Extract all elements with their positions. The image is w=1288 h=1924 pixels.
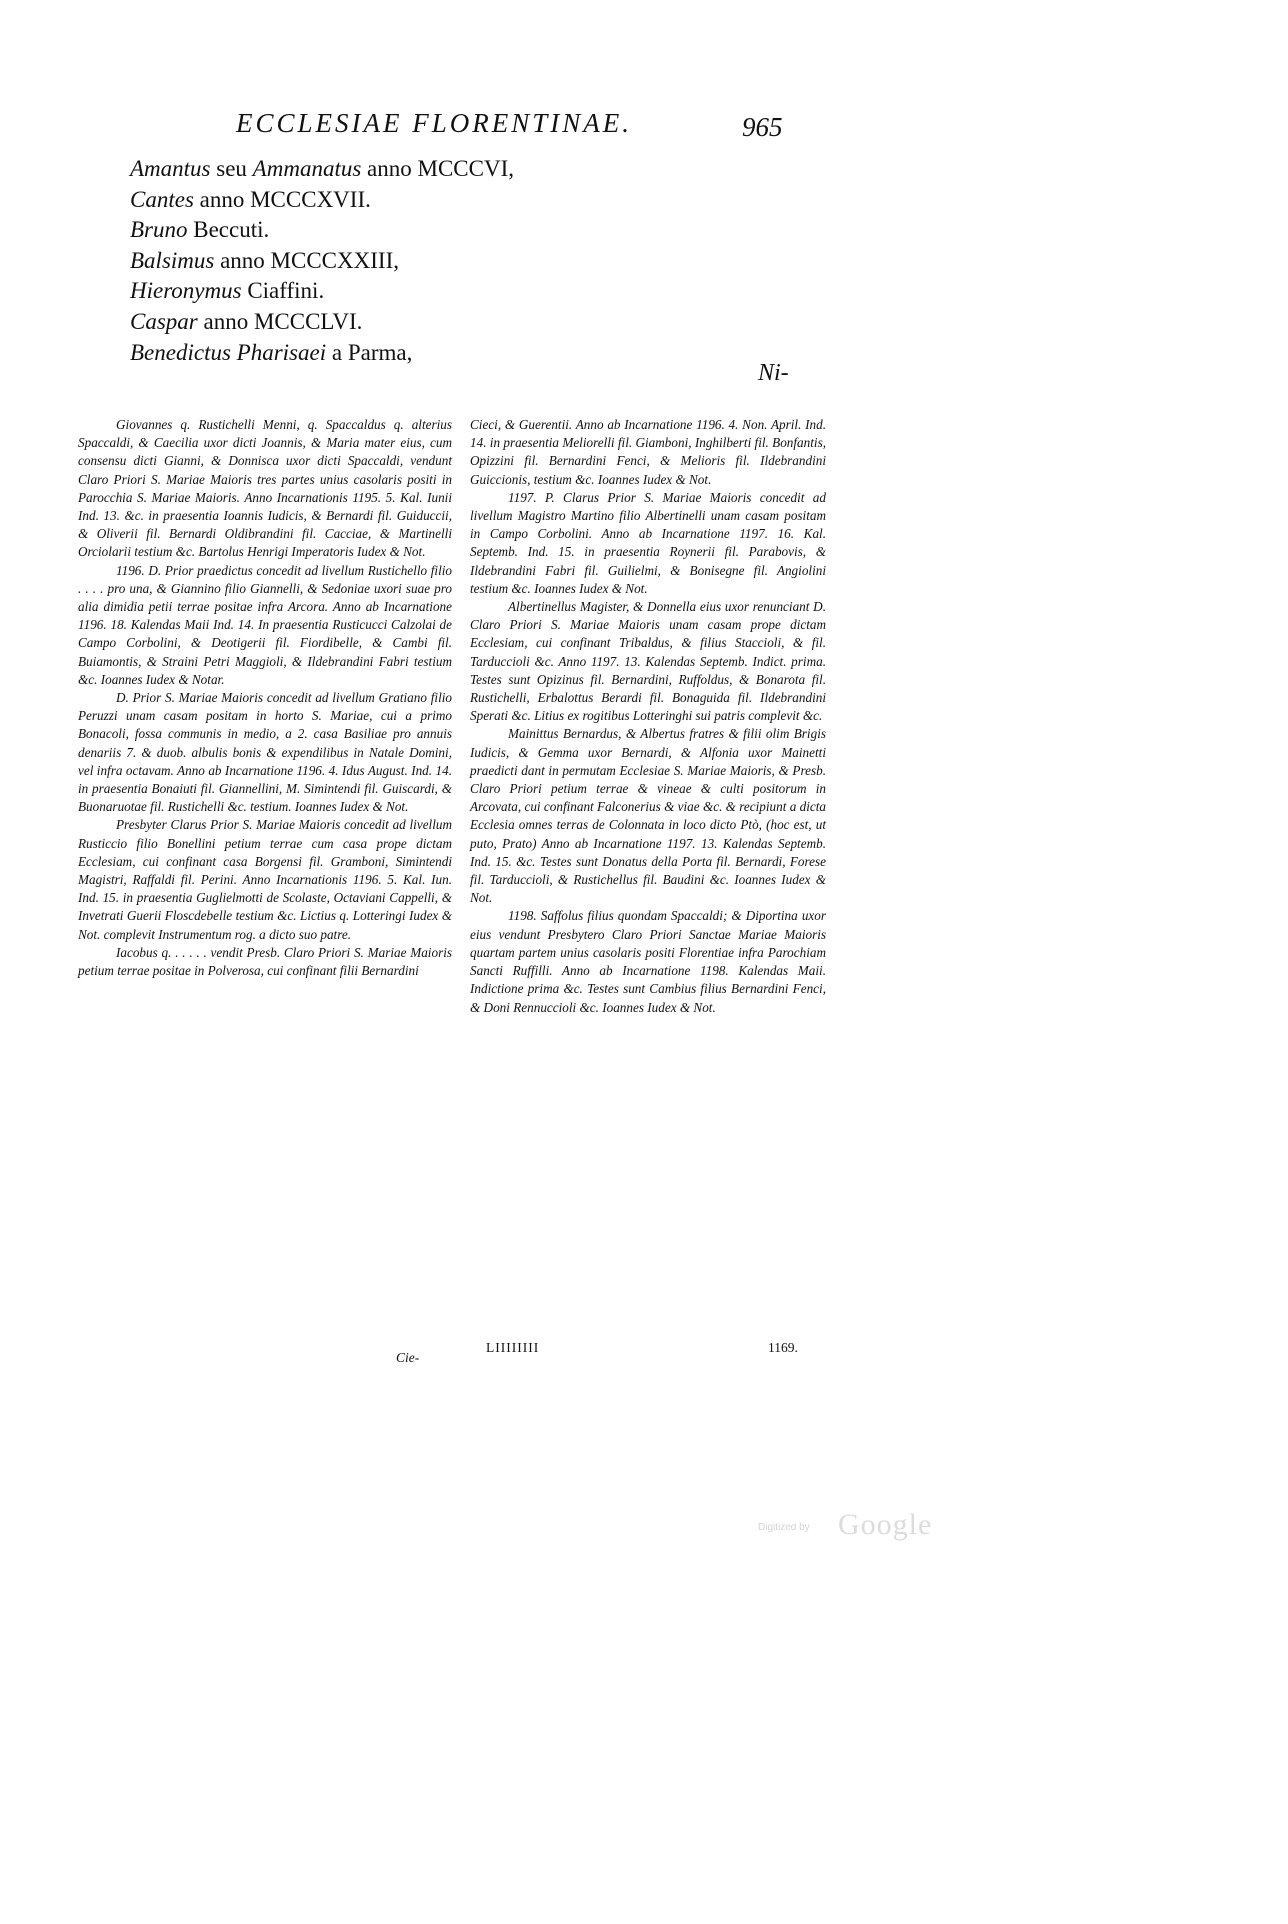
name-rest: Ciaffini. [241,278,325,304]
name-line [130,215,730,246]
name-line [130,154,730,185]
name-rest: a Parma, [326,339,413,365]
page-number: 965 [742,112,783,142]
signature-mark: LIIIIIIII [486,1340,540,1355]
name-line [130,307,730,338]
names-list [130,154,730,368]
right-column [470,416,826,1017]
name-italic: Balsimus [130,247,215,273]
catchword-top: Ni- [758,360,789,386]
name-rest: seu [210,156,253,181]
name-rest: anno MCCCXVII. [193,186,371,212]
paragraph: Mainittus Bernardus, & Albertus fratres & filii olim Brigis Iudicis, & Gemma uxor Bernardi, & Alfonia uxor Mainetti praedicti dant in permutam Ecclesiae S. Mariae Maioris, & Presb. Claro Priori petium terrae & vineae & culti positorum in Arcovata, cui confinant Falconerius & viae &c. & recipiunt a dicta Ecclesia omnes terras de Colonnata in loco dicto Ptò, (hoc est, ut puto, Prato) Anno ab Incarnatione 1197. 13. Kalendas Septemb. Ind. 15. &c. Testes sunt Donatus della Porta fil. Bernardi, Forese fil. Tarduccioli, & Rustichellus fil. Baudini &c. Ioannes Iudex & Not. [470,726,826,906]
digitized-by-text: Digitized by [758,1522,810,1533]
google-logo: Google [838,1508,933,1541]
left-column [78,416,452,980]
paragraph: 1196. D. Prior praedictus concedit ad livellum Rustichello filio . . . . pro una, & Giannino filio Giannelli, & Sedoniae uxori suae pro alia dimidia petii terrae positae infra Arcora. Anno ab Incarnatione 1196. 18. Kalendas Maii Ind. 14. In praesentia Rusticucci Calzolai de Campo Corbolini, & Deotigerii fil. Fiordibelle, & Cambi fil. Buiamontis, & Straini Petri Maggioli, & Ildebrandini Fabri testium &c. Ioannes Iudex & Notar. [78,562,452,687]
paragraph: D. Prior S. Mariae Maioris concedit ad livellum Gratiano filio Peruzzi unam casam positam in horto S. Mariae, cui a primo Bonacoli, fossa communis in medio, a 2. casa Basiliae pro annuis denariis 7. & duob. albulis bonis & expendilibus in Natale Domini, vel infra octavam. Anno ab Incarnatione 1196. 4. Idus August. Ind. 14. in praesentia Bonaiuti fil. Giannellini, M. Simintendi fil. Guiscardi, & Buonaruotae fil. Rustichelli &c. testium. Ioannes Iudex & Not. [78,690,452,815]
name-line [130,276,730,307]
paragraph: Albertinellus Magister, & Donnella eius uxor renunciant D. Claro Priori S. Mariae Maioris unam casam prope dictam Ecclesiam, cui confinant Tribaldus, & filius Staccioli, & fil. Tarduccioli &c. Anno 1197. 13. Kalendas Septemb. Indict. prima. Testes sunt Opizinus fil. Bernardini, Ruffoldus, & Bonarota fil. Rustichelli, Erbalottus Berardi fil. Bonaguida fil. Ildebrandini Sperati &c. Litius ex rogitibus Lotteringhi sui patris complevit &c. [470,599,826,724]
name-italic: Bruno [130,217,188,243]
name-italic: Amantus [130,156,211,181]
name-italic-2: Ammanatus [252,156,362,181]
name-italic: Benedictus Pharisaei [130,339,327,365]
name-line [130,246,730,277]
left-catchword: Cie- [396,1350,420,1365]
name-rest: Beccuti. [187,217,270,243]
name-line [130,185,730,216]
name-rest: anno MCCCXXIII, [214,247,399,273]
name-italic: Caspar [130,308,198,334]
paragraph: Giovannes q. Rustichelli Menni, q. Spaccaldus q. alterius Spaccaldi, & Caecilia uxor dicti Joannis, & Maria mater eius, cum consensu dicti Gianni, & Donnisca uxor dicti Spaccaldi, vendunt Claro Priori S. Mariae Maioris tres partes unius casolaris positi in Parocchia S. Mariae Maioris. Anno Incarnationis 1195. 5. Kal. Iunii Ind. 13. &c. in praesentia Ioannis Iudicis, & Bernardi fil. Guiduccii, & Oliverii fil. Bernardi Oldibrandini fil. Cacciae, & Martinelli Orciolarii testium &c. Bartolus Henrigi Imperatoris Iudex & Not. [78,417,452,560]
paragraph: Cieci, & Guerentii. Anno ab Incarnatione 1196. 4. Non. April. Ind. 14. in praesentia Meliorelli fil. Giamboni, Inghilberti fil. Bonfantis, Opizzini fil. Bernardini Fenci, & Melioris fil. Ildebrandini Guiccionis, testium &c. Ioannes Iudex & Not. [470,417,826,487]
paragraph: Iacobus q. . . . . . vendit Presb. Claro Priori S. Mariae Maioris petium terrae positae in Polverosa, cui confinant filii Bernardini [78,944,452,979]
digitized-watermark [758,1508,978,1548]
name-italic: Cantes [130,186,194,212]
paragraph: Presbyter Clarus Prior S. Mariae Maioris concedit ad livellum Rusticcio filio Bonellini petium terrae cum casa prope dictam Ecclesiam, cui confinant casa Borgensi fil. Gramboni, Simintendi Magistri, Raffaldi fil. Perini. Anno Incarnationis 1196. 5. Kal. Iun. Ind. 15. in praesentia Guglielmotti de Scolaste, Octaviani Cappelli, & Invetrati Guerii Floscdebelle testium &c. Lictius q. Lotteringi Iudex & Not. complevit Instrumentum rog. a dicto suo patre. [78,817,452,942]
name-line [130,338,730,369]
paragraph: 1198. Saffolus filius quondam Spaccaldi; & Diportina uxor eius vendunt Presbytero Claro Priori Sanctae Mariae Maioris quartam partem unius casolaris positi Florentiae infra Parochiam Sancti Ruffilli. Anno ab Incarnatione 1198. Kalendas Maii. Indictione prima &c. Testes sunt Cambius filius Bernardini Fenci, & Doni Rennuccioli &c. Ioannes Iudex & Not. [470,908,826,1015]
paragraph: 1197. P. Clarus Prior S. Mariae Maioris concedit ad livellum Magistro Martino filio Albertinelli unam casam positam in Campo Corbolini. Anno ab Incarnatione 1197. 16. Kal. Septemb. Ind. 15. in praesentia Roynerii fil. Parabovis, & Ildebrandini Fabri fil. Guilielmi, & Bonisegne fil. Angiolini testium &c. Ioannes Iudex & Not. [470,489,826,596]
name-rest: anno MCCCLVI. [197,308,363,334]
name-italic: Hieronymus [130,278,242,304]
name-rest-2: anno MCCCVI, [361,156,514,181]
running-head: ECCLESIAE FLORENTINAE. [236,108,632,138]
footer-number: 1169. [768,1340,798,1355]
